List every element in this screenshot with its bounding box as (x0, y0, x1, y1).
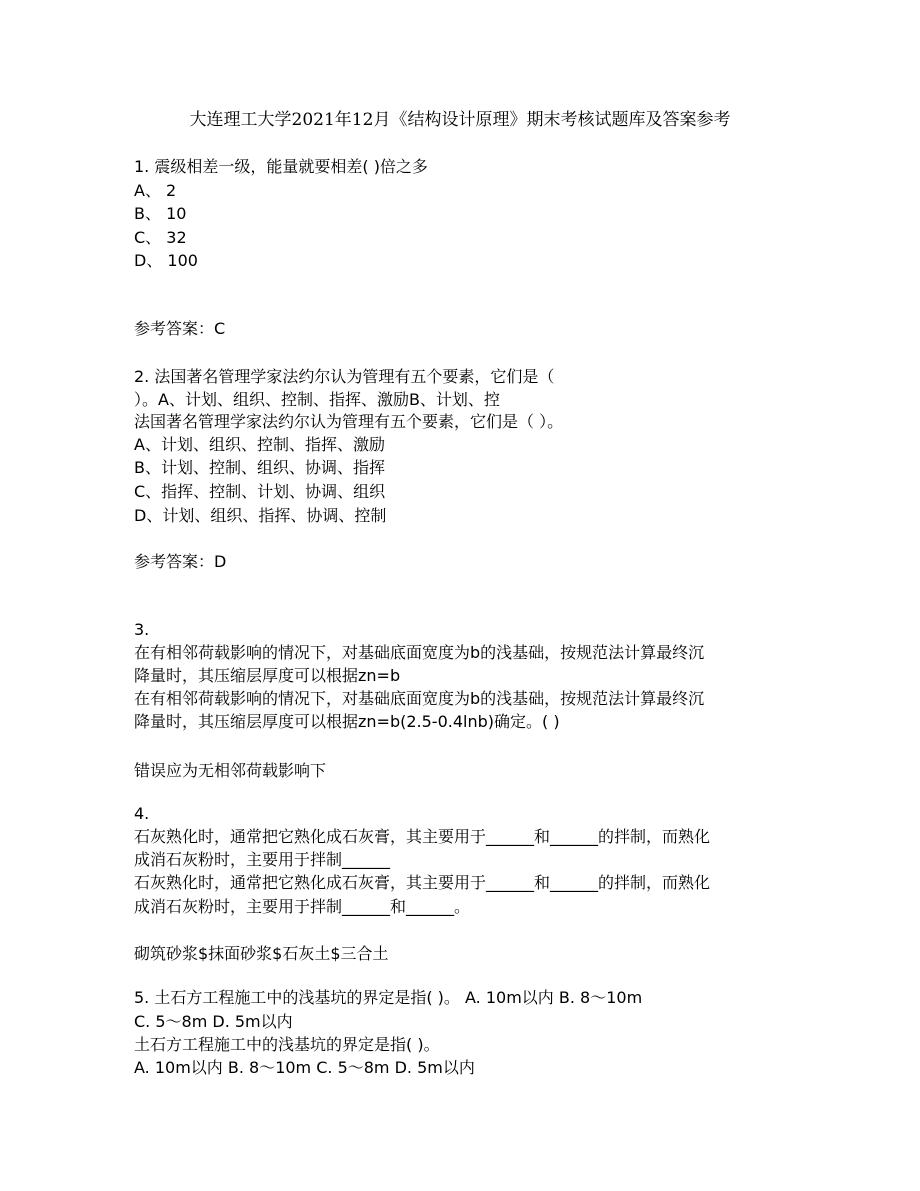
question-1-text: 震级相差一级，能量就要相差( )倍之多 (154, 157, 428, 176)
question-5-line-1: 5. 土石方工程施工中的浅基坑的界定是指( )。 A. 10m以内 B. 8～10m (134, 988, 643, 1007)
question-2-option-c: C、指挥、控制、计划、协调、组织 (134, 482, 386, 501)
question-1-option-b: B、 10 (134, 204, 187, 223)
question-1-option-c: C、 32 (134, 228, 187, 247)
question-2-line-2: ）。A、计划、组织、控制、指挥、激励B、计划、控 (134, 390, 500, 409)
question-2-answer: 参考答案：D (134, 552, 227, 571)
question-4-line-1: 石灰熟化时，通常把它熟化成石灰膏，其主要用于______和______的拌制，而熟化 (134, 827, 711, 846)
question-1 (134, 156, 428, 178)
question-5-line-3: 土石方工程施工中的浅基坑的界定是指( )。 (134, 1035, 440, 1054)
question-4-line-3: 石灰熟化时，通常把它熟化成石灰膏，其主要用于______和______的拌制，而熟化 (134, 873, 711, 892)
question-4-answer: 砌筑砂浆$抹面砂浆$石灰土$三合土 (134, 944, 389, 963)
question-5-line-4: A. 10m以内 B. 8～10m C. 5～8m D. 5m以内 (134, 1058, 475, 1077)
question-2-option-d: D、计划、组织、指挥、协调、控制 (134, 506, 387, 525)
question-2-line-3: 法国著名管理学家法约尔认为管理有五个要素，它们是（ ）。 (134, 412, 564, 431)
question-1-option-d: D、 100 (134, 251, 198, 270)
question-3-answer: 错误应为无相邻荷载影响下 (134, 761, 327, 780)
question-2-option-b: B、计划、控制、组织、协调、指挥 (134, 458, 385, 477)
question-4-number: 4. (134, 804, 150, 823)
question-3-line-1: 在有相邻荷载影响的情况下，对基础底面宽度为b的浅基础，按规范法计算最终沉 (134, 643, 705, 662)
question-1-option-a: A、 2 (134, 181, 177, 200)
question-4-line-2: 成消石灰粉时，主要用于拌制______ (134, 850, 391, 869)
question-3-number: 3. (134, 620, 150, 639)
question-3-line-4: 降量时，其压缩层厚度可以根据zn=b(2.5-0.4lnb)确定。( ) (134, 712, 560, 731)
question-2-line-1: 2. 法国著名管理学家法约尔认为管理有五个要素，它们是（ (134, 367, 555, 386)
question-4-line-4: 成消石灰粉时，主要用于拌制______和______。 (134, 897, 471, 916)
page-title: 大连理工大学2021年12月《结构设计原理》期末考核试题库及答案参考 (189, 110, 731, 130)
question-1-number: 1. (134, 157, 150, 176)
question-5-line-2: C. 5～8m D. 5m以内 (134, 1012, 293, 1031)
question-3-line-2: 降量时，其压缩层厚度可以根据zn=b (134, 666, 401, 685)
question-2-option-a: A、计划、组织、控制、指挥、激励 (134, 435, 385, 454)
question-3-line-3: 在有相邻荷载影响的情况下，对基础底面宽度为b的浅基础，按规范法计算最终沉 (134, 689, 705, 708)
question-1-answer: 参考答案：C (134, 319, 226, 338)
